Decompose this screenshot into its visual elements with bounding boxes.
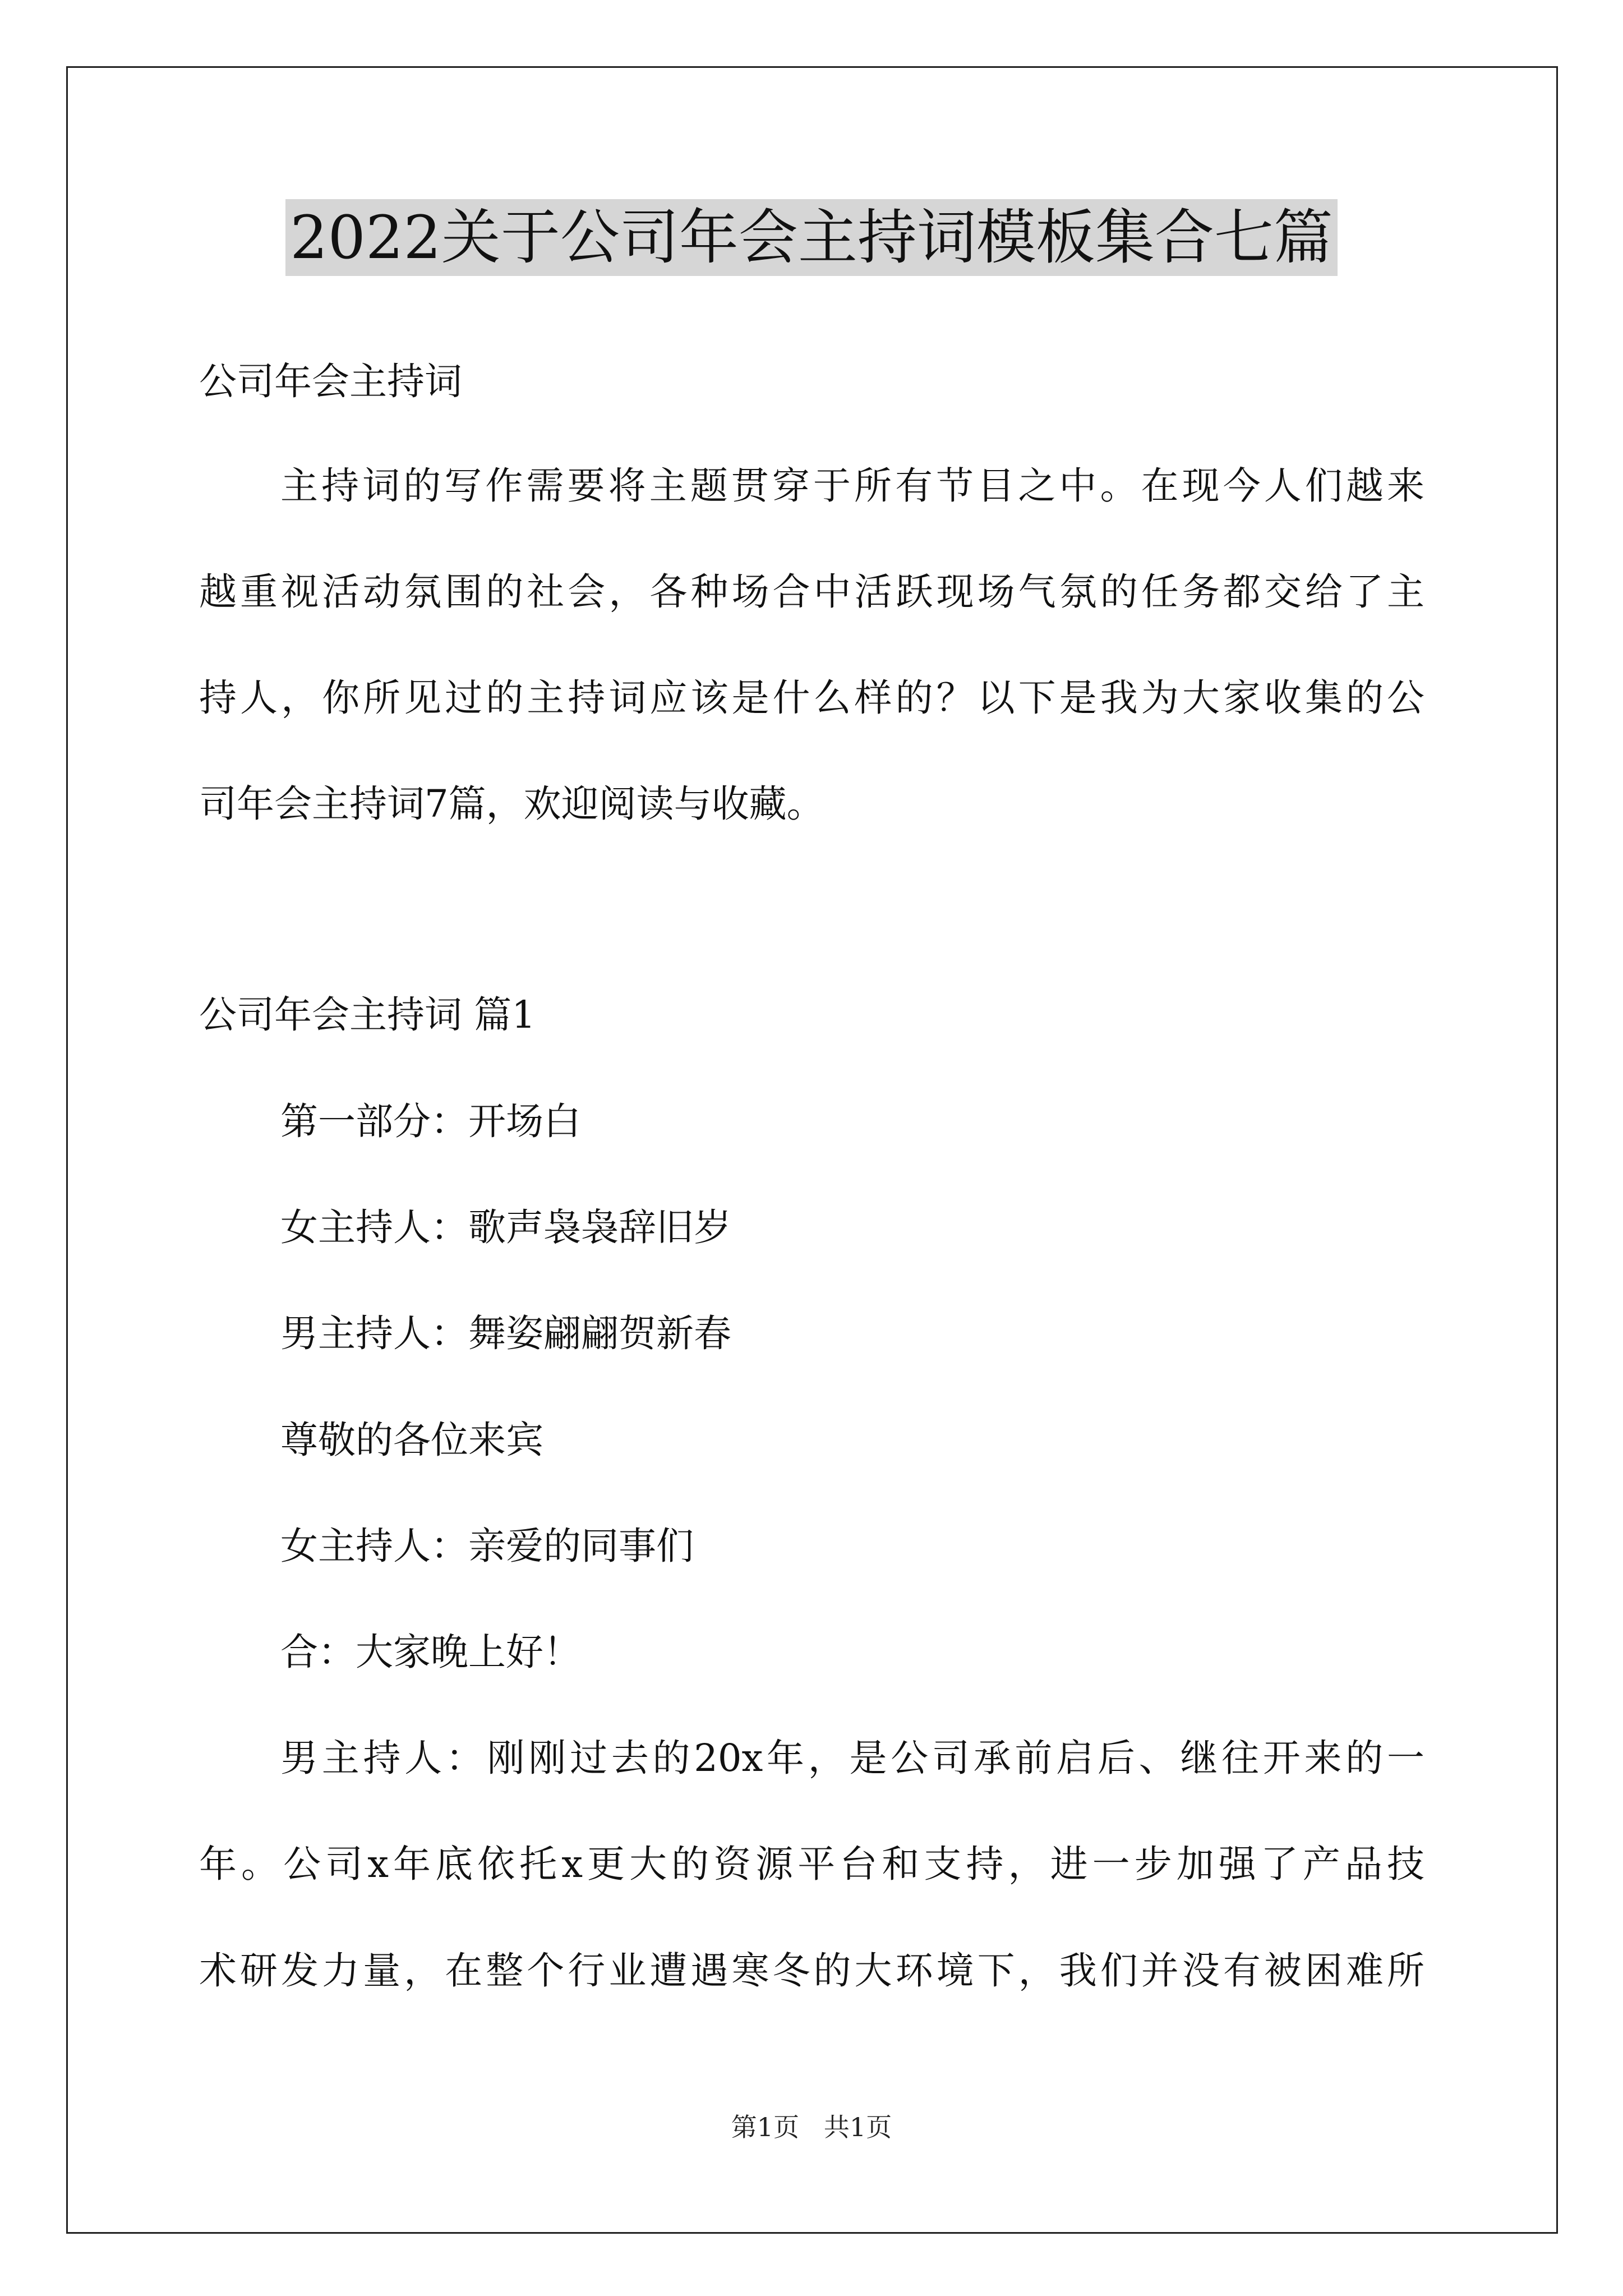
section-line-1: 第一部分：开场白 [280,1099,581,1143]
intro-line-4: 司年会主持词7篇，欢迎阅读与收藏。 [199,782,824,826]
section-line-3: 男主持人：舞姿翩翩贺新春 [280,1312,731,1355]
page-footer: 第1页 共1页 [731,2112,892,2142]
intro-line-2: 越重视活动氛围的社会，各种场合中活跃现场气氛的任务都交给了主 [199,570,1424,614]
paragraph-line-2: 年。公司x年底依托x更大的资源平台和支持，进一步加强了产品技 [199,1842,1424,1886]
section-heading: 公司年会主持词 篇1 [199,993,536,1037]
title-container [0,199,1623,276]
section-line-2: 女主持人：歌声袅袅辞旧岁 [280,1205,731,1249]
intro-line-3: 持人，你所见过的主持词应该是什么样的？以下是我为大家收集的公 [199,676,1424,720]
intro-heading: 公司年会主持词 [199,360,462,403]
paragraph-line-3: 术研发力量，在整个行业遭遇寒冬的大环境下，我们并没有被困难所 [199,1949,1424,1993]
paragraph-line-1: 男主持人：刚刚过去的20x年，是公司承前启后、继往开来的一 [280,1736,1424,1780]
section-line-5: 女主持人：亲爱的同事们 [280,1524,694,1568]
section-line-6: 合：大家晚上好！ [280,1630,581,1674]
intro-line-1: 主持词的写作需要将主题贯穿于所有节目之中。在现今人们越来 [280,464,1424,508]
document-title: 2022关于公司年会主持词模板集合七篇 [285,199,1338,276]
section-line-4: 尊敬的各位来宾 [280,1418,543,1462]
